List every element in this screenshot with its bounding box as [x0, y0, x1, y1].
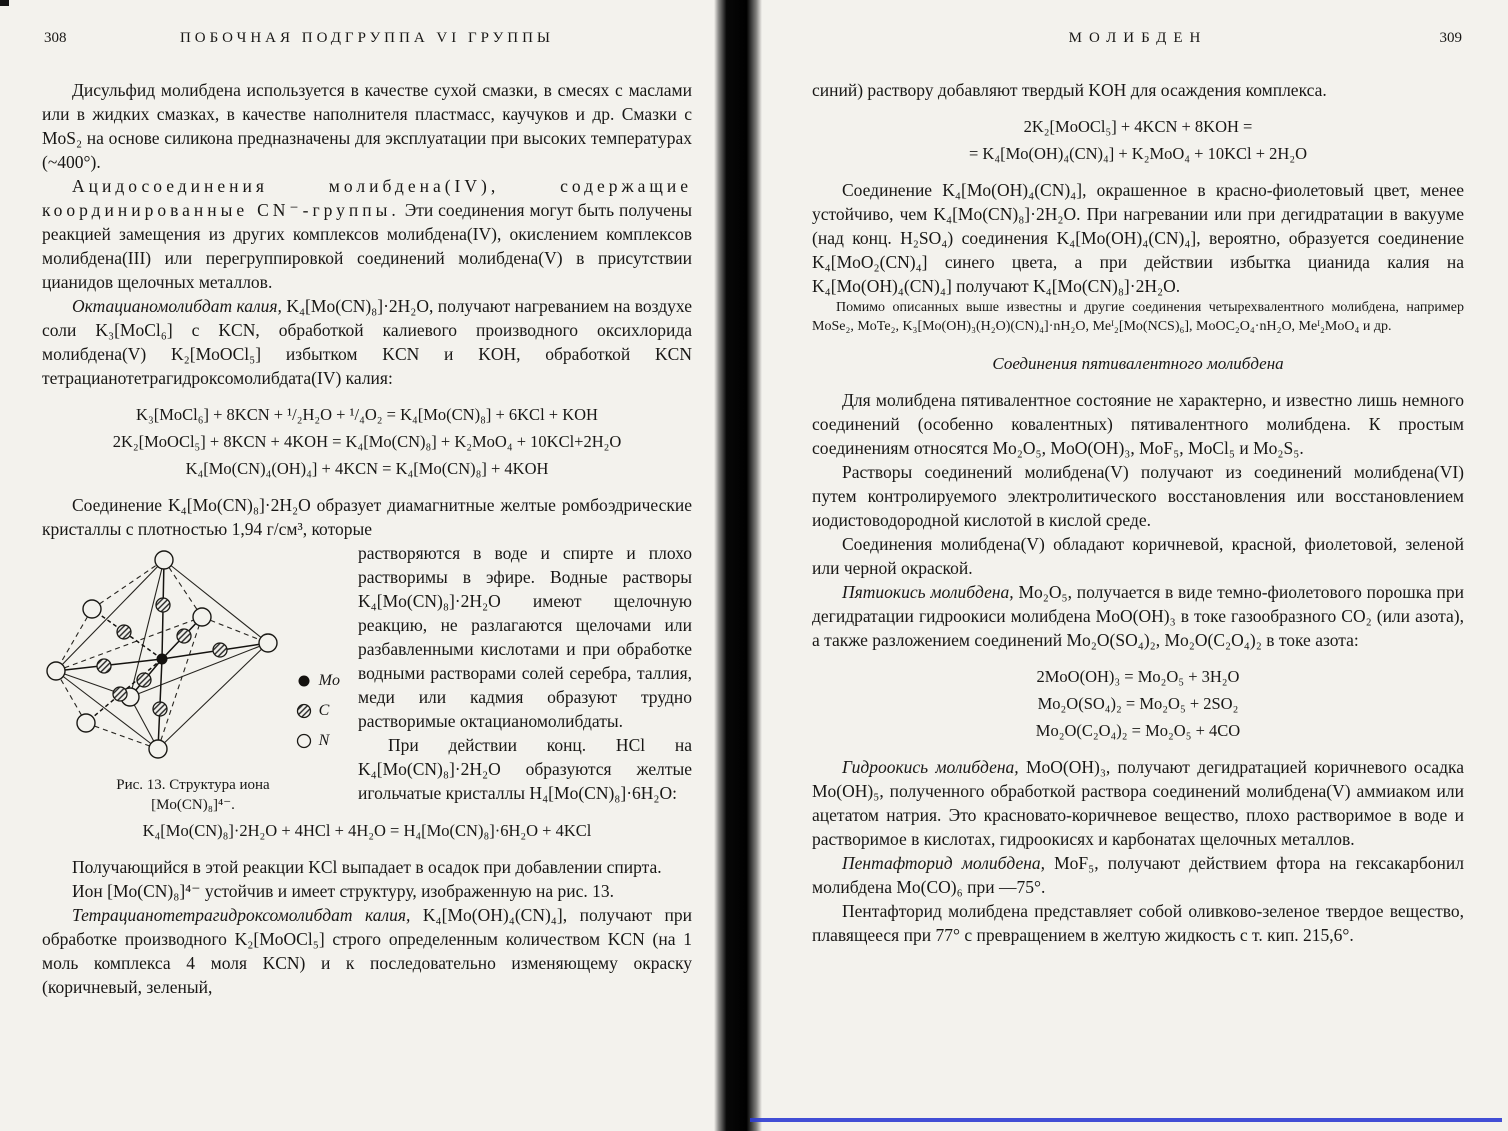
- running-title-left: ПОБОЧНАЯ ПОДГРУППА VI ГРУППЫ: [179, 30, 555, 46]
- legend-label: N: [318, 732, 330, 749]
- figure-caption-line: Рис. 13. Структура иона: [116, 777, 270, 793]
- paragraph: При действии конц. HCl на K₄[Mo(CN)₈]·2H₂O образуются желтые игольчатые кристаллы H₄[Mo(CN)₈]·6H₂O:: [358, 735, 692, 803]
- paragraph: Пентафторид молибдена представляет собой оливково-зеленое твердое вещество, плавящееся при 77° с превращением в желтую жидкость с т. кип. 215,6°.: [812, 901, 1464, 945]
- right-page-body: [812, 78, 1464, 947]
- paragraph-text: Mo₂O₅, получается в виде темно-фиолетового порошка при дегидратации гидроокиси молибдена MoO(OH)₃ в токе газообразного CO₂ (или азота), а также разложением соединений Mo₂O(SO₄)₂, Mo₂O(C₂O₄)₂ в токе азота:: [812, 582, 1464, 650]
- hatched-circle-icon: [296, 703, 312, 719]
- running-head-left: [42, 30, 692, 52]
- equation: 2K₂[MoOCl₅] + 8KCN + 4KOH = K₄[Mo(CN)₈] + K₂MoO₄ + 10KCl+2H₂O: [112, 432, 622, 451]
- equation: K₄[Mo(CN)₄(OH)₄] + 4KCN = K₄[Mo(CN)₈] + 4KOH: [185, 459, 549, 478]
- small-print-note: Помимо описанных выше известны и другие соединения четырехвалентного молибдена, например MoSe₂, MoTe₂, K₃[Mo(OH)₃(H₂O)(CN)₄]·nH₂O, Meᴵ₂[Mo(NCS)₆], MoOC₂O₄·nH₂O, Meᴵ₂MoO₄ и др.: [812, 300, 1464, 334]
- paragraph: Соединение K₄[Mo(CN)₈]·2H₂O образует диамагнитные желтые ромбоэдрические кристаллы с плотностью 1,94 г/см³, которые: [42, 495, 692, 539]
- paragraph: [812, 755, 1464, 851]
- paragraph: Для молибдена пятивалентное состояние не характерно, и известно лишь немного соединений (особенно ковалентных) пятивалентного молибдена. К простым соединениям относятся Mo₂O₅, MoO(OH)₃, MoF₅, MoCl₅ и Mo₂S₅.: [812, 390, 1464, 458]
- running-head-right: [812, 30, 1464, 52]
- paragraph: Ион [Mo(CN)₈]⁴⁻ устойчив и имеет структуру, изображенную на рис. 13.: [72, 881, 614, 901]
- paragraph-text: MoO(OH)₃, получают дегидратацией коричневого осадка Mo(OH)₅, полученного обработкой раствора соединений молибдена(V) аммиаком или ацетатом натрия. Это красновато-коричневое вещество, плохо растворимое в воде и растворимое в кислотах, гидроокисях и карбонатах щелочных металлов.: [812, 757, 1464, 849]
- paragraph: Растворы соединений молибдена(V) получают из соединений молибдена(VI) путем контролируемого электролитического восстановления или восстановлением иодистоводородной кислотой в кислой среде.: [812, 462, 1464, 530]
- running-title-right: МОЛИБДЕН: [1068, 30, 1208, 46]
- figure-legend: [296, 663, 340, 759]
- paragraph: Соединения молибдена(V) обладают коричневой, красной, фиолетовой, зеленой или черной окраской.: [812, 534, 1464, 578]
- legend-label: Mo: [318, 672, 340, 689]
- paragraph: [812, 851, 1464, 899]
- paragraph: [42, 294, 692, 390]
- equation-block: [42, 401, 692, 482]
- italic-lead: Пятиокись молибдена,: [842, 582, 1014, 602]
- left-page: [0, 0, 716, 1131]
- figure-canvas: [42, 547, 344, 767]
- page-number-left: 308: [44, 30, 67, 46]
- figure-caption-line: [Mo(CN)₈]⁴⁻.: [151, 797, 235, 813]
- italic-lead: Пентафторид молибдена,: [842, 853, 1046, 873]
- equation: 2MoO(OH)₃ = Mo₂O₅ + 3H₂O: [1036, 667, 1240, 686]
- molecule-structure-drawing: [42, 547, 278, 765]
- scan-artifact-line: [750, 1118, 1502, 1122]
- open-circle-icon: [296, 733, 312, 749]
- paragraph: Дисульфид молибдена используется в качестве сухой смазки, в смесях с маслами или в жидких смазках, в качестве наполнителя пластмасс, каучуков и др. Смазки с MoS₂ на основе силикона предназначены для эксплуатации при высоких температурах (~400°).: [42, 80, 692, 172]
- equation-block: [42, 817, 692, 844]
- paragraph: Получающийся в этой реакции KCl выпадает в осадок при добавлении спирта.: [72, 857, 662, 877]
- paragraph: Соединение K₄[Mo(OH)₄(CN)₄], окрашенное в красно-фиолетовый цвет, менее устойчиво, чем K₄[Mo(CN)₈]·2H₂O. При нагревании или при дегидратации в вакууме (над конц. H₂SO₄) соединения K₄[Mo(OH)₄(CN)₄], вероятно, образуется соединение K₄[MoO₂(CN)₄] синего цвета, а при действии избытка цианида калия на K₄[Mo(OH)₄(CN)₄] получают K₄[Mo(CN)₈]·2H₂O.: [812, 180, 1464, 296]
- equation: K₃[MoCl₆] + 8KCN + ¹/₂H₂O + ¹/₄O₂ = K₄[Mo(CN)₈] + 6KCl + KOH: [136, 405, 598, 424]
- paragraph-text: K₄[Mo(OH)₄(CN)₄], получают при обработке производного K₂[MoOCl₅] строго определенным количеством KCN (на 1 моль комплекса 4 моля KCN) и к последовательно изменяющему окраску (коричневый, зеленый,: [42, 905, 692, 997]
- paragraph: [812, 580, 1464, 652]
- italic-lead: Тетрацианотетрагидроксомолибдат калия,: [72, 905, 411, 925]
- equation-block: [812, 113, 1464, 167]
- right-page: [760, 0, 1508, 1131]
- left-page-body: [42, 78, 692, 999]
- book-gutter-shadow: [714, 0, 762, 1131]
- paragraph: [42, 903, 692, 999]
- section-heading: Соединения пятивалентного молибдена: [992, 354, 1284, 373]
- italic-lead: Октацианомолибдат калия,: [72, 296, 282, 316]
- equation: = K₄[Mo(OH)₄(CN)₄] + K₂MoO₄ + 10KCl + 2H₂O: [968, 144, 1307, 163]
- figure-13: [42, 547, 344, 815]
- filled-circle-icon: [296, 673, 312, 689]
- paragraph: [42, 174, 692, 294]
- legend-label: C: [318, 702, 330, 719]
- equation: Mo₂O(C₂O₄)₂ = Mo₂O₅ + 4CO: [1035, 721, 1241, 740]
- paragraph: растворяются в воде и спирте и плохо растворимы в эфире. Водные растворы K₄[Mo(CN)₈]·2H₂O имеют щелочную реакцию, не разлагаются щелочами или разбавленными кислотами и при обработке водными растворами солей серебра, таллия, меди или кадмия образуют трудно растворимые октацианомолибдаты.: [358, 543, 692, 731]
- equation-block: [812, 663, 1464, 744]
- equation: 2K₂[MoOCl₅] + 4KCN + 8KOH =: [1023, 117, 1253, 136]
- scan-artifact-corner: [0, 0, 9, 6]
- italic-lead: Гидроокись молибдена,: [842, 757, 1019, 777]
- legend-item-mo: [296, 669, 340, 693]
- legend-item-n: [296, 729, 340, 753]
- spaced-emphasis: Ацидосоединения молибдена(IV), содержащие координированные CN⁻-группы.: [42, 176, 692, 220]
- legend-item-c: [296, 699, 340, 723]
- equation: Mo₂O(SO₄)₂ = Mo₂O₅ + 2SO₂: [1037, 694, 1239, 713]
- figure-caption: [42, 775, 344, 815]
- paragraph: синий) раствору добавляют твердый KOH для осаждения комплекса.: [812, 80, 1327, 100]
- page-number-right: 309: [1439, 30, 1462, 46]
- paragraph-text: Эти соединения могут быть получены реакцией замещения из других комплексов молибдена(IV), окислением комплексов молибдена(III) или перегруппировкой соединений молибдена(V) в присутствии цианидов щелочных металлов.: [42, 200, 693, 292]
- paragraph-text: MoF₅, получают действием фтора на гексакарбонил молибдена Mo(CO)₆ при —75°.: [812, 853, 1464, 897]
- paragraph-text: K₄[Mo(CN)₈]·2H₂O, получают нагреванием на воздухе соли K₃[MoCl₆] с KCN, обработкой калиевого производного оксихлорида молибдена(V) K₂[MoOCl₅] избытком KCN и KOH, обработкой KCN тетрацианотетрагидроксомолибдата(IV) калия:: [42, 296, 692, 388]
- equation: K₄[Mo(CN)₈]·2H₂O + 4HCl + 4H₂O = H₄[Mo(CN)₈]·6H₂O + 4KCl: [142, 821, 592, 840]
